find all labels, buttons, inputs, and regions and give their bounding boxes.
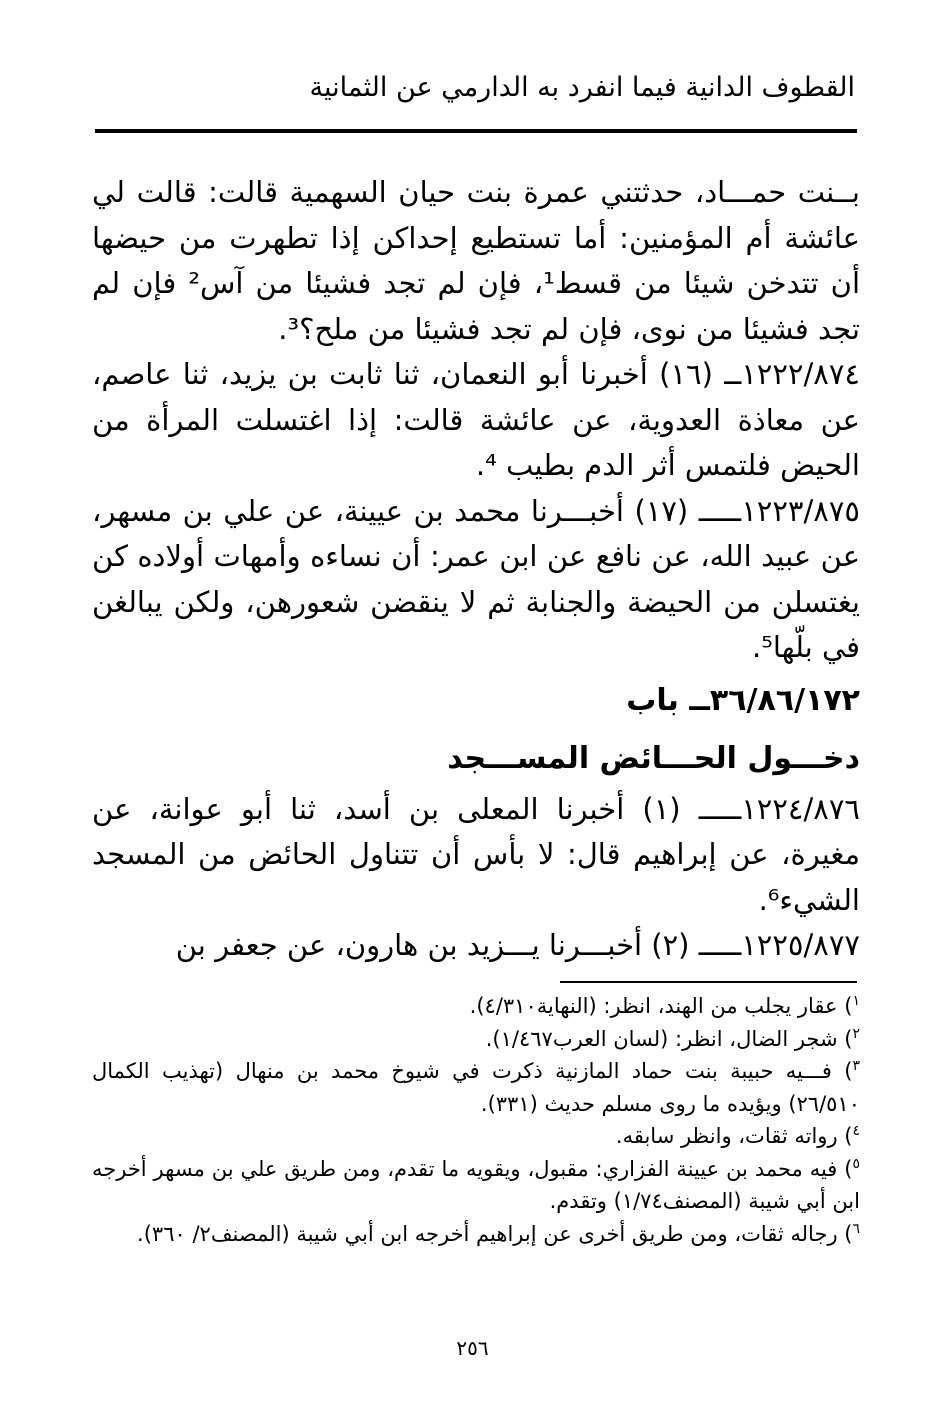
page-number: ٢٥٦ <box>456 1336 489 1360</box>
footnote-text: فيه محمد بن عيينة الفزاري: مقبول، ويقويه ما تقدم، ومن طريق علي بن مسهر أخرجه ابن أبي شيبة (المصنف١/٧٤) وتقدم. <box>92 1156 860 1213</box>
footnote-1: $^١$) عقار يجلب من الهند، انظر: (النهاية٤/٣١٠). <box>469 993 860 1018</box>
hadith-874: ١٢٢٢/٨٧٤ــ (١٦) أخبرنا أبو النعمان، ثنا ثابت بن يزيد، ثنا عاصم، عن معاذة العدوية، عن عائشة قالت: إذا اغتسلت المرأة من الحيض فلتمس أثر الدم بطيب ⁴. <box>92 357 860 482</box>
hadith-876: ١٢٢٤/٨٧٦ـــــ (١) أخبرنا المعلى بن أسد، ثنا أبو عوانة، عن مغيرة، عن إبراهيم قال: لا بأس أن تتناول الحائض من المسجد الشيء⁶. <box>92 791 861 917</box>
footnote-number: ٢ <box>852 1025 860 1042</box>
footnote-3: $^٣$) فـــيه حبيبة بنت حماد المازنية ذكرت في شيوخ محمد بن منهال (تهذيب الكمال ٢٦/٥١٠) ويؤيده ما روى مسلم حديث (٣٣١). <box>92 1058 860 1116</box>
footnote-5: $^٥$) فيه محمد بن عيينة الفزاري: مقبول، ويقويه ما تقدم، ومن طريق علي بن مسهر أخرجه ابن أبي شيبة (المصنف١/٧٤) وتقدم. <box>92 1155 861 1213</box>
footnote-4: $^٤$) رواته ثقات، وانظر سابقه. <box>615 1123 860 1148</box>
footnote-number: ٦ <box>852 1220 860 1237</box>
running-header-title: القطوف الدانية فيما انفرد به الدارمي عن الثمانية <box>309 72 855 103</box>
chapter-title: دخـــول الحـــائض المســـجد <box>447 740 860 776</box>
footnote-number: ١ <box>852 993 860 1009</box>
footnotes <box>92 990 860 1250</box>
footnote-text: رواته ثقات، وانظر سابقه. <box>615 1124 838 1148</box>
hadith-875: ١٢٢٣/٨٧٥ـــــ (١٧) أخبـــرنا محمد بن عيينة، عن علي بن مسهر، عن عبيد الله، عن نافع عن ابن عمر: أن نساءه وأمهات أولاده كن يغتسلن من الحيضة والجنابة ثم لا ينقضن شعورهن، ولكن يبالغن في بلّها⁵. <box>92 493 860 664</box>
paragraph-continuation: بــنت حمـــاد، حدثتني عمرة بنت حيان السهمية قالت: قالت لي عائشة أم المؤمنين: أما تستطيع إحداكن إذا تطهرت من حيضها أن تتدخن شيئا من قسط¹، فإن لم تجد فشيئا من آس² فإن لم تجد فشيئا من نوى، فإن لم تجد فشيئا من ملح؟³. <box>92 175 860 346</box>
hadith-877: ١٢٢٥/٨٧٧ـــــ (٢) أخبـــرنا يـــزيد بن هارون، عن جعفر بن <box>175 928 860 962</box>
main-text <box>92 170 860 969</box>
footnote-6: $^٦$) رجاله ثقات، ومن طريق أخرى عن إبراهيم أخرجه ابن أبي شيبة (المصنف٢/ ٣٦٠). <box>137 1220 860 1246</box>
chapter-number: ٣٦/٨٦/١٧٢ــ باب <box>626 682 860 718</box>
footnote-text: شجر الضال، انظر: (لسان العرب١/٤٦٧). <box>485 1026 838 1051</box>
footnote-text: رجاله ثقات، ومن طريق أخرى عن إبراهيم أخرجه ابن أبي شيبة (المصنف٢/ ٣٦٠). <box>137 1221 838 1246</box>
footnote-number: ٥ <box>852 1155 861 1172</box>
footnote-2: $^٢$) شجر الضال، انظر: (لسان العرب١/٤٦٧). <box>485 1025 860 1051</box>
footnote-text: عقار يجلب من الهند، انظر: (النهاية٤/٣١٠). <box>469 994 838 1018</box>
header-divider <box>95 129 857 133</box>
footnote-divider <box>560 981 857 983</box>
footnote-text: فـــيه حبيبة بنت حماد المازنية ذكرت في شيوخ محمد بن منهال (تهذيب الكمال ٢٦/٥١٠) ويؤيده ما روى مسلم حديث (٣٣١). <box>92 1059 860 1116</box>
footnote-number: ٣ <box>852 1058 860 1074</box>
footnote-number: ٤ <box>852 1123 860 1139</box>
